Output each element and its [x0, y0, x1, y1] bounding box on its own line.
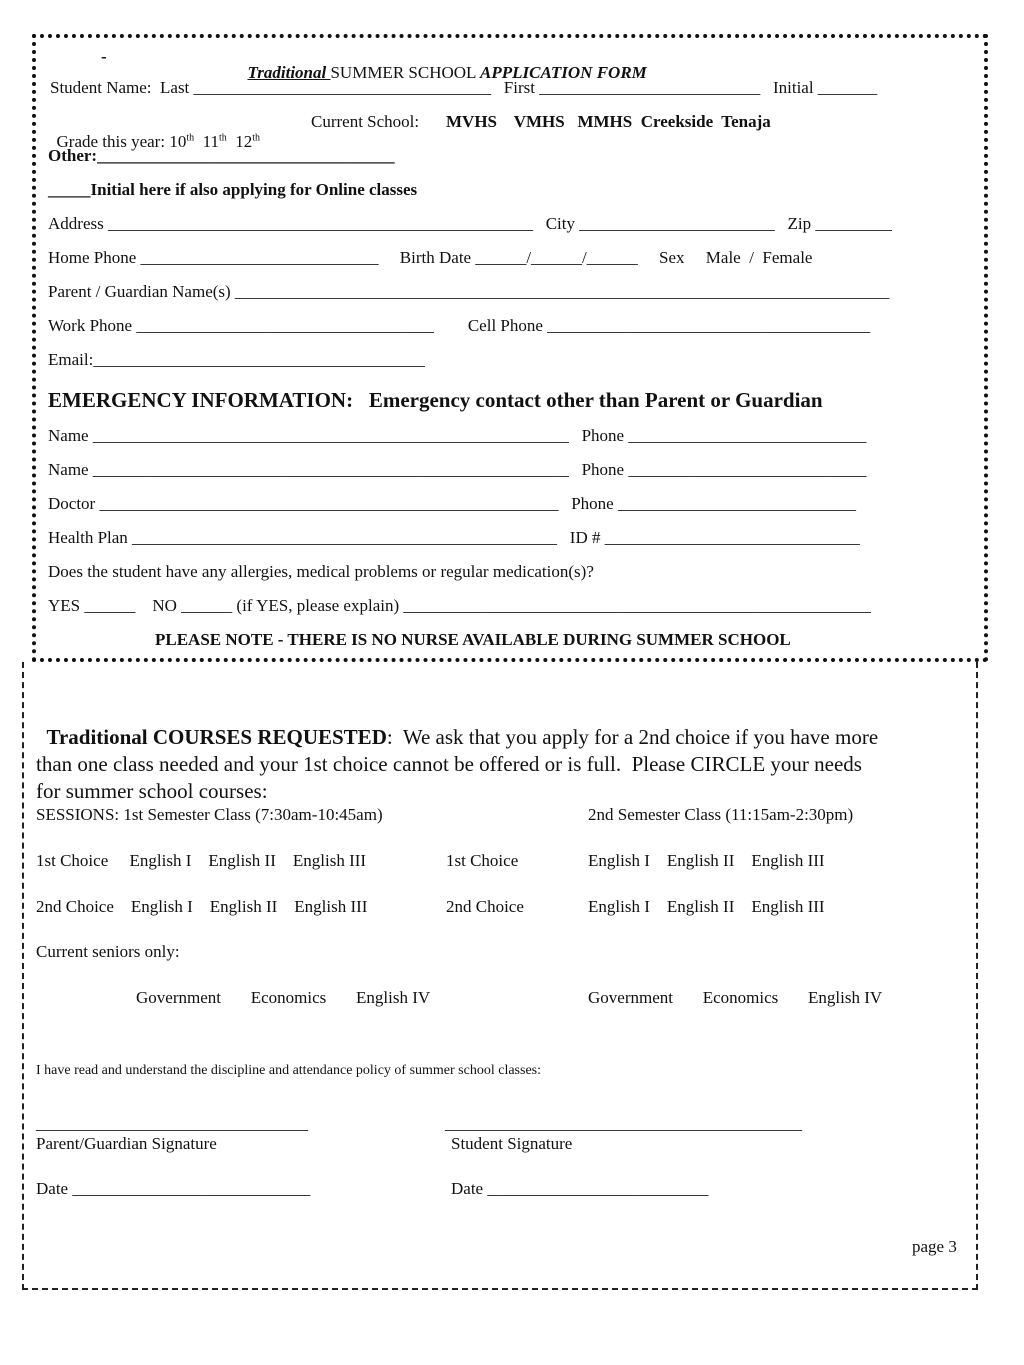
title-traditional: Traditional	[247, 63, 331, 82]
other-line[interactable]: Other:___________________________________	[48, 146, 395, 165]
emergency-name-2[interactable]: Name ________________________________________________________ Phone ____________________________	[48, 460, 867, 479]
student-signature-label: Student Signature	[451, 1134, 573, 1153]
emergency-name-1[interactable]: Name ________________________________________________________ Phone ____________________________	[48, 426, 867, 445]
student-signature-line[interactable]: __________________________________________	[445, 1114, 802, 1133]
parent-signature-label: Parent/Guardian Signature	[36, 1134, 217, 1153]
session-2-label: 2nd Semester Class (11:15am-2:30pm)	[588, 805, 854, 824]
courses-intro	[36, 697, 878, 805]
nurse-note: PLEASE NOTE - THERE IS NO NURSE AVAILABLE DURING SUMMER SCHOOL	[155, 630, 791, 649]
doctor-line[interactable]: Doctor ______________________________________________________ Phone ____________________________	[48, 494, 856, 513]
form-title	[239, 43, 647, 83]
address-line[interactable]: Address __________________________________________________ City _______________________ Zip _________	[48, 214, 892, 233]
guardian-line[interactable]: Parent / Guardian Name(s) _____________________________________________________________________________	[48, 282, 890, 301]
allergy-question: Does the student have any allergies, medical problems or regular medication(s)?	[48, 562, 594, 581]
first-choice-label-session2: 1st Choice	[446, 851, 519, 870]
policy-statement: I have read and understand the discipline and attendance policy of summer school classes:	[36, 1063, 541, 1078]
online-initial-line[interactable]: _____Initial here if also applying for Online classes	[48, 180, 418, 199]
student-date-line[interactable]: Date __________________________	[451, 1179, 709, 1198]
title-application-form: APPLICATION FORM	[480, 63, 647, 82]
grade-sup-10: th	[186, 132, 195, 144]
grade-sup-12: th	[252, 132, 261, 144]
title-summer: SUMMER SCHOOL	[330, 63, 481, 82]
second-choice-label-session2: 2nd Choice	[446, 897, 524, 916]
school-options[interactable]: MVHS VMHS MMHS Creekside Tenaja	[446, 112, 771, 131]
courses-intro-2: than one class needed and your 1st choice cannot be offered or is full. Please CIRCLE your needs	[36, 752, 862, 776]
email-line[interactable]: Email:_______________________________________	[48, 350, 425, 369]
header-dash: -	[101, 47, 107, 66]
courses-intro-1: : We ask that you apply for a 2nd choice if you have more	[386, 725, 879, 749]
first-choice-options-session2[interactable]: English I English II English III	[588, 851, 825, 870]
parent-date-line[interactable]: Date ____________________________	[36, 1179, 311, 1198]
courses-heading: Traditional COURSES REQUESTED	[46, 725, 387, 749]
grade-11: 11	[194, 132, 219, 151]
yes-no-line[interactable]: YES ______ NO ______ (if YES, please explain) _______________________________________________________	[48, 596, 871, 615]
second-choice-options-session2[interactable]: English I English II English III	[588, 897, 825, 916]
first-choice-options-session1[interactable]: 1st Choice English I English II English III	[36, 851, 367, 870]
current-school-label: Current School:	[311, 112, 420, 131]
senior-options-session1[interactable]: Government Economics English IV	[136, 988, 431, 1007]
home-phone-line[interactable]: Home Phone ____________________________ Birth Date ______/______/______ Sex Male / Female	[48, 248, 813, 267]
page-number: page 3	[912, 1237, 957, 1256]
grade-sup-11: th	[218, 132, 227, 144]
courses-intro-3: for summer school courses:	[36, 779, 268, 803]
health-plan-line[interactable]: Health Plan __________________________________________________ ID # ______________________________	[48, 528, 860, 547]
parent-signature-line[interactable]: ________________________________	[36, 1114, 308, 1133]
emergency-heading: EMERGENCY INFORMATION: Emergency contact other than Parent or Guardian	[48, 388, 823, 412]
seniors-label: Current seniors only:	[36, 942, 180, 961]
session-1-label: SESSIONS: 1st Semester Class (7:30am-10:45am)	[36, 805, 383, 824]
grade-label: Grade this year: 10	[56, 132, 187, 151]
work-phone-line[interactable]: Work Phone ___________________________________ Cell Phone ______________________________________	[48, 316, 871, 335]
second-choice-options-session1[interactable]: 2nd Choice English I English II English III	[36, 897, 368, 916]
grade-12: 12	[226, 132, 253, 151]
senior-options-session2[interactable]: Government Economics English IV	[588, 988, 883, 1007]
student-name-line[interactable]: Student Name: Last ___________________________________ First __________________________ Initial _______	[50, 78, 878, 97]
